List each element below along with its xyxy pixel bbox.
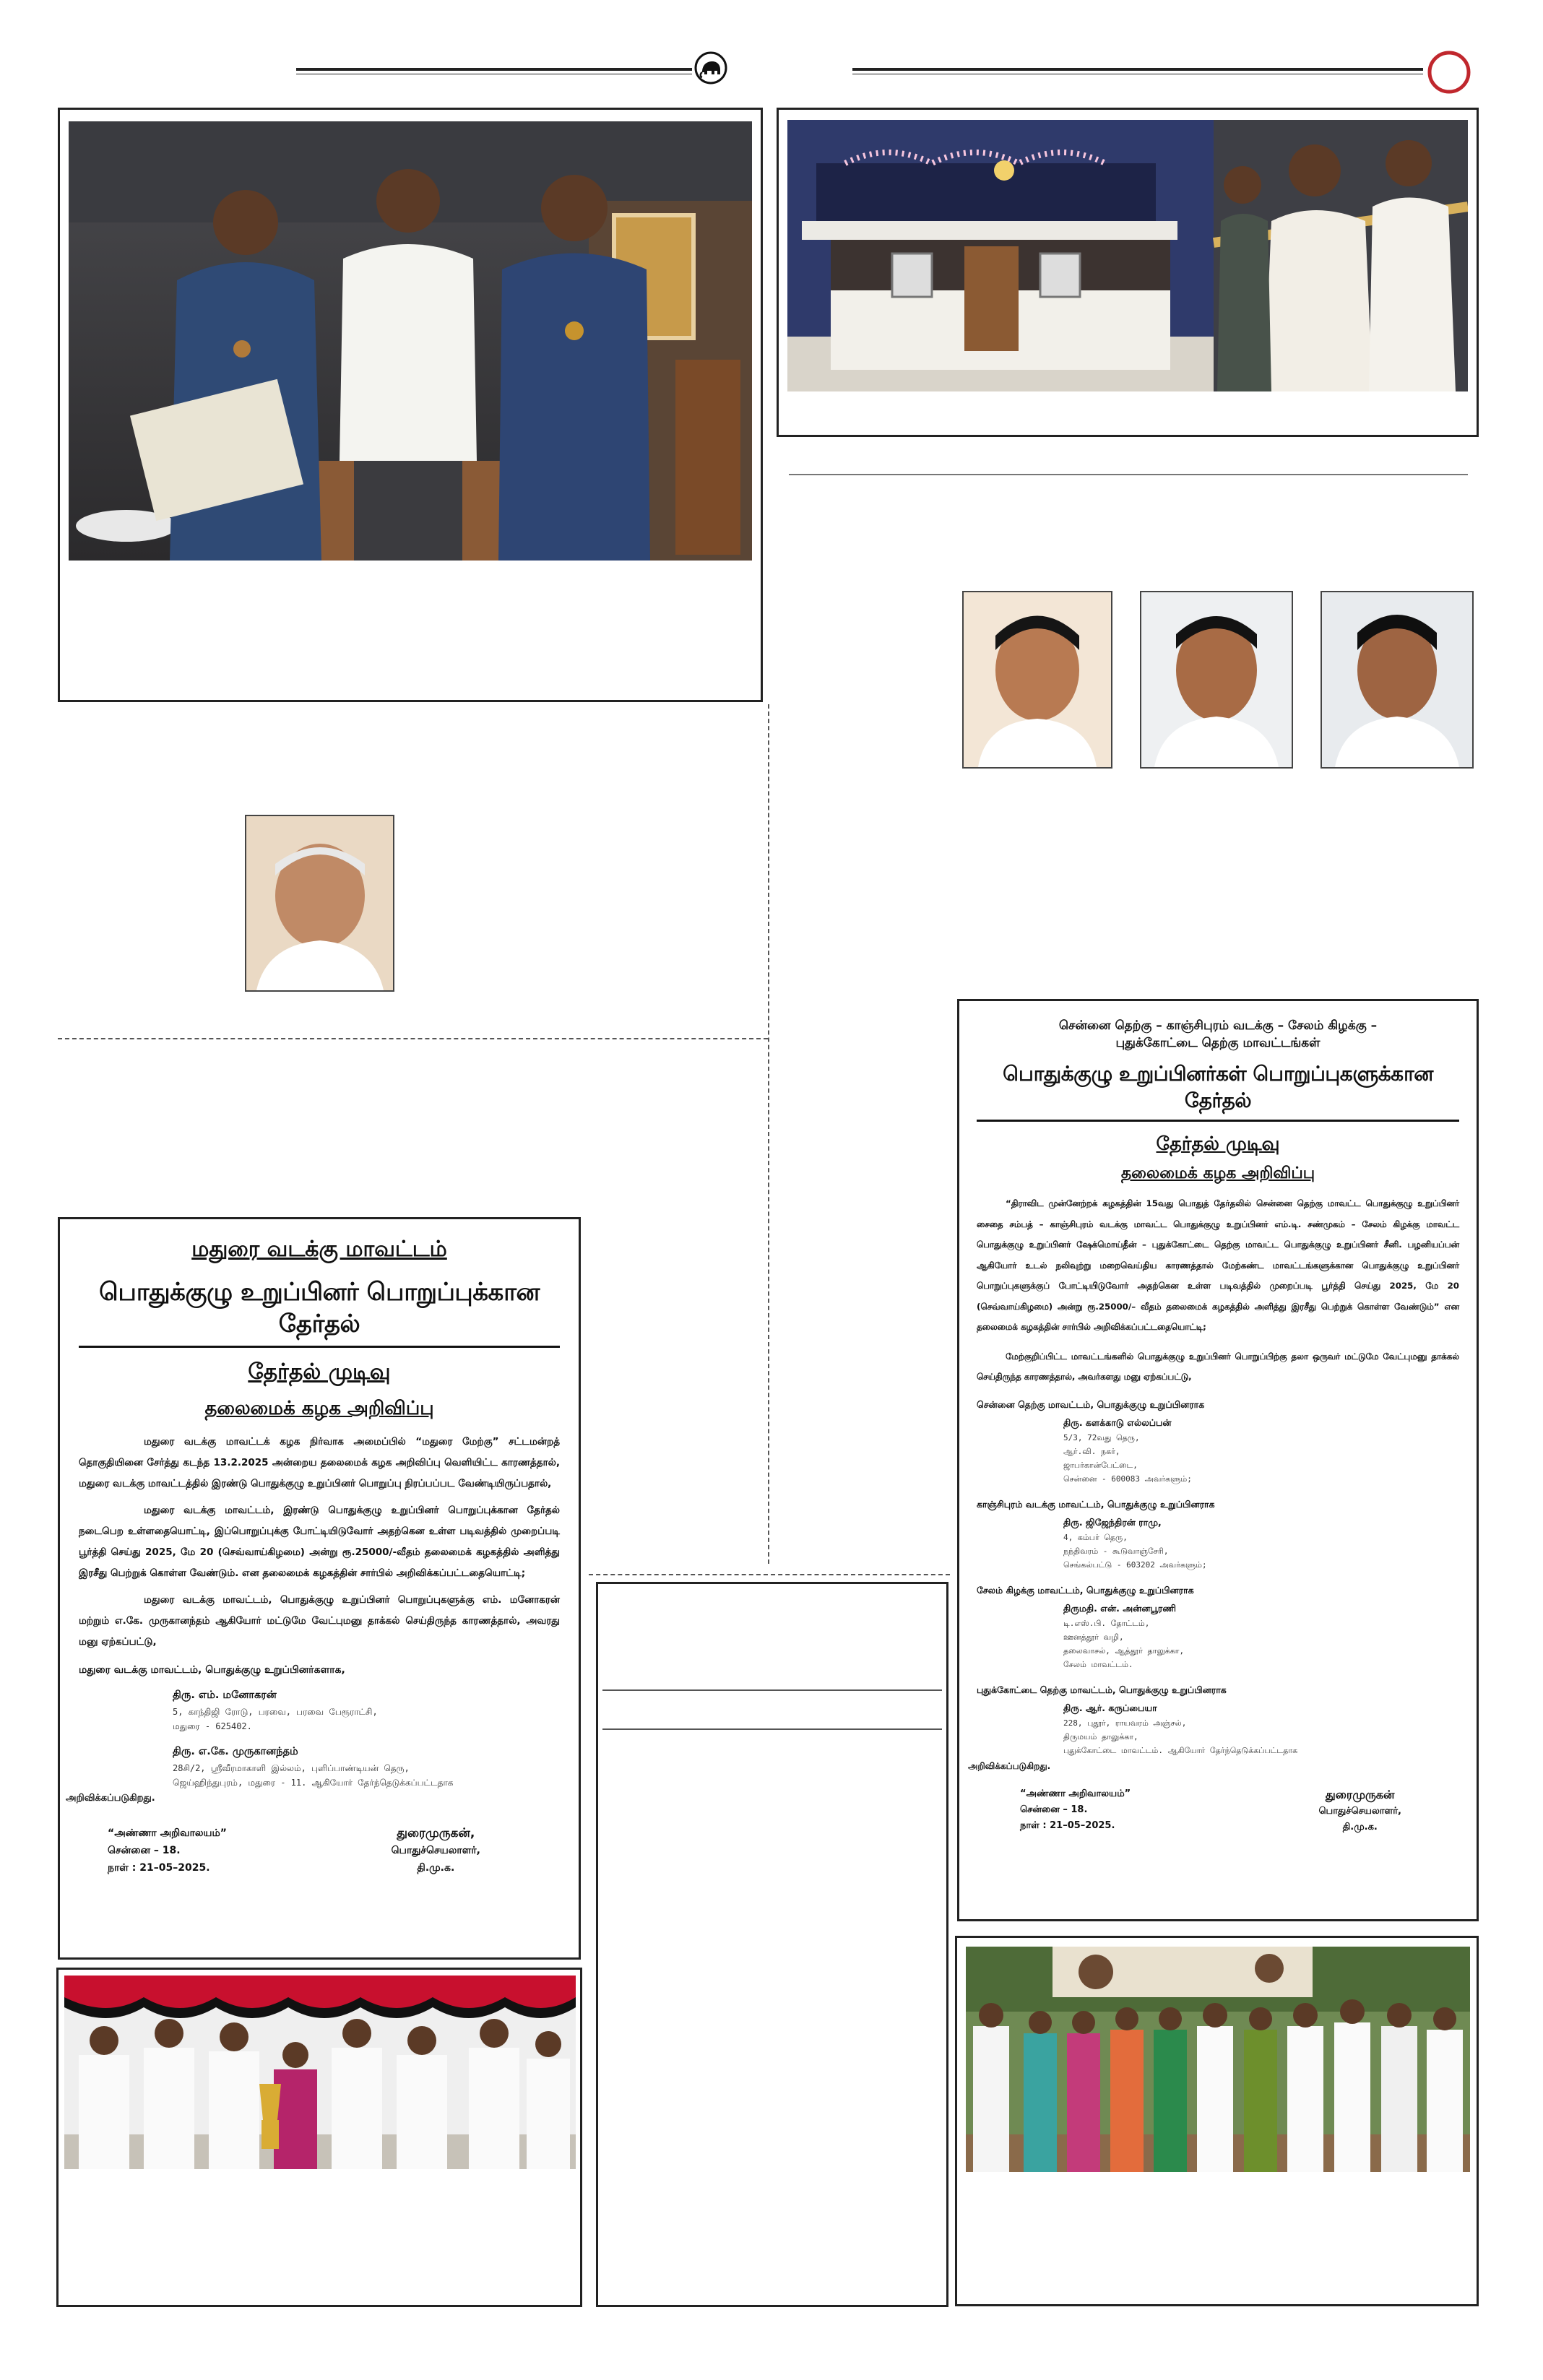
column-divider-dashed: [768, 704, 769, 1564]
notice-designation: பொதுச்செயலாளர்,: [1318, 1805, 1401, 1817]
notice-closing: அறிவிக்கப்படுகிறது.: [968, 1760, 1051, 1771]
masthead-rule-left: [296, 68, 692, 71]
member-address: ஆர்.வி. நகர்,: [1063, 1446, 1120, 1456]
member-name: திரு. ஜிஜேந்திரன் ராமு,: [1063, 1516, 1162, 1528]
member-name: திரு. எம். மனோகரன்: [173, 1689, 277, 1701]
notice-city: சென்னை – 18.: [108, 1845, 181, 1856]
notice-section-label: காஞ்சிபுரம் வடக்கு மாவட்டம், பொதுக்குழு உறுப்பினராக: [977, 1498, 1215, 1510]
notice-signatory: துரைமுருகன்,: [397, 1826, 475, 1840]
portrait-photo-3: [1321, 591, 1474, 769]
notice-section-label: புதுக்கோட்டை தெற்கு மாவட்டம், பொதுக்குழு உறுப்பினராக: [977, 1684, 1227, 1695]
trophy-photo-frame: [56, 1968, 582, 2307]
member-name: திரு. களக்காடு எல்லப்பன்: [1063, 1416, 1172, 1428]
portrait-photo-2: [1140, 591, 1293, 769]
section-divider-dashed-mid: [589, 1574, 950, 1575]
notice-result-title: தேர்தல் முடிவு: [1156, 1133, 1280, 1155]
member-address: செங்கல்பட்டு - 603202 அவர்களும்;: [1063, 1559, 1207, 1570]
portrait-photo-1: [962, 591, 1112, 769]
member-address: ஜெய்ஹிந்துபுரம், மதுரை - 11. ஆகியோர் தேர்ந்தெடுக்கப்பட்டதாக: [173, 1778, 454, 1788]
member-address: நந்திவரம் - கூடுவாஞ்சேரி,: [1063, 1546, 1169, 1556]
masthead-rule-right: [852, 68, 1423, 71]
notice-paragraph: மேற்குறிப்பிட்ட மாவட்டங்களில் பொதுக்குழு உறுப்பினர் பொறுப்பிற்கு தலா ஒருவர் மட்டுமே வேட்புமனு தாக்கல் செய்திருந்த காரணத்தால், அவர்களது மனு ஏற்கப்பட்டு,: [977, 1351, 1459, 1382]
member-address: சென்னை - 600083 அவர்களும்;: [1063, 1474, 1192, 1484]
notice-paragraph: மதுரை வடக்கு மாவட்டக் கழக நிர்வாக அமைப்பில் “மதுரை மேற்கு” சட்டமன்றத் தொகுதியினை சேர்த்து கடந்த 13.2.2025 அன்றைய தலைமைக் கழக அறிவிப்பு வெளியிட்ட காரணத்தால், மதுரை வடக்கு மாவட்டத்தில் இரண்டு பொதுக்குழு உறுப்பினர் பொறுப்பு நிரப்பப்பட வேண்டியிருப்பதால்,: [79, 1436, 560, 1489]
multi-district-election-notice: [957, 999, 1479, 1921]
notice-party: தி.மு.க.: [417, 1862, 455, 1874]
box-divider-line: [602, 1728, 942, 1730]
notice-section-label: சேலம் கிழக்கு மாவட்டம், பொதுக்குழு உறுப்பினராக: [977, 1584, 1194, 1596]
notice-announcement-title: தலைமைக் கழக அறிவிப்பு: [1120, 1164, 1315, 1182]
member-address: 4, கம்பர் தெரு,: [1063, 1532, 1128, 1542]
notice-office: “அண்ணா அறிவாலயம்”: [108, 1827, 227, 1839]
notice-section-label: சென்னை தெற்கு மாவட்டம், பொதுக்குழு உறுப்பினராக: [977, 1398, 1205, 1410]
member-address: ஊனத்தூர் வழி,: [1063, 1632, 1124, 1642]
award-photo-frame: [58, 108, 763, 702]
notice-districts-line: சென்னை தெற்கு – காஞ்சிபுரம் வடக்கு – சேலம் கிழக்கு –: [1058, 1018, 1378, 1033]
notice-date: நாள் : 21–05–2025.: [1020, 1819, 1115, 1831]
group-photo-frame: [955, 1936, 1479, 2306]
notice-office: “அண்ணா அறிவாலயம்”: [1020, 1788, 1131, 1799]
house-photo-frame: [777, 108, 1479, 437]
notice-headline: பொதுக்குழு உறுப்பினர்கள் பொறுப்புகளுக்கான தேர்தல்: [977, 1062, 1459, 1122]
member-address: 5, காந்திஜி ரோடு, பரவை, பரவை பேரூராட்சி,: [173, 1707, 378, 1717]
notice-date: நாள் : 21–05–2025.: [108, 1862, 210, 1874]
notice-signatory: துரைமுருகன்: [1325, 1787, 1395, 1801]
group-event-photo: [966, 1947, 1470, 2172]
notice-districts-line: புதுக்கோட்டை தெற்கு மாவட்டங்கள்: [1115, 1036, 1321, 1050]
house-inauguration-photo: [787, 120, 1468, 391]
madurai-election-notice: [58, 1217, 581, 1960]
box-divider-line: [602, 1689, 942, 1691]
notice-members-label: மதுரை வடக்கு மாவட்டம், பொதுக்குழு உறுப்பினர்களாக,: [79, 1664, 345, 1676]
member-address: திருமயம் தாலுக்கா,: [1063, 1731, 1138, 1741]
member-address: தலைவாசல், ஆத்தூர் தாலுக்கா,: [1063, 1645, 1185, 1656]
notice-paragraph: மதுரை வடக்கு மாவட்டம், பொதுக்குழு உறுப்பினர் பொறுப்புகளுக்கு எம். மனோகரன் மற்றும் எ.கே. முருகானந்தம் ஆகியோர் மட்டுமே வேட்புமனு தாக்கல் செய்திருந்த காரணத்தால், அவரது மனு ஏற்கப்பட்டு,: [79, 1594, 560, 1648]
notice-designation: பொதுச்செயலாளர்,: [391, 1845, 480, 1856]
notice-announcement-title: தலைமைக் கழக அறிவிப்பு: [204, 1398, 434, 1419]
section-divider-dashed-left: [58, 1038, 768, 1039]
member-address: சேலம் மாவட்டம்.: [1063, 1659, 1133, 1669]
notice-party: தி.மு.க.: [1342, 1821, 1378, 1832]
notice-district: மதுரை வடக்கு மாவட்டம்: [191, 1237, 447, 1262]
member-name: திரு. எ.கே. முருகானந்தம்: [173, 1746, 298, 1757]
notice-city: சென்னை – 18.: [1020, 1804, 1088, 1815]
member-address: டி.எஸ்.பி. தோட்டம்,: [1063, 1618, 1150, 1628]
member-name: திருமதி. என். அன்னபூரணி: [1063, 1602, 1176, 1614]
member-address: 5/3, 72வது தெரு,: [1063, 1432, 1140, 1442]
right-column-divider: [789, 474, 1468, 475]
member-address: 228, புதூர், ராயவரம் அஞ்சல்,: [1063, 1718, 1187, 1728]
notice-headline: பொதுக்குழு உறுப்பினர் பொறுப்புக்கான தேர்தல்: [79, 1278, 560, 1348]
notice-result-title: தேர்தல் முடிவு: [248, 1359, 391, 1385]
notice-paragraph: “திராவிட முன்னேற்றக் கழகத்தின் 15வது பொதுத் தேர்தலில் சென்னை தெற்கு மாவட்ட பொதுக்குழு உறுப்பினர் சைதை சம்பத் – காஞ்சிபுரம் வடக்கு மாவட்ட பொதுக்குழு உறுப்பினர் எம்.டி. சண்முகம் – சேலம் கிழக்கு மாவட்ட பொதுக்குழு உறுப்பினர் ஷேக்மொய்தீன் – புதுக்கோட்டை தெற்கு மாவட்ட பொதுக்குழு உறுப்பினர் சீனி. பழனியப்பன் ஆகியோர் உடல் நலிவுற்று மறைவெய்திய காரணத்தால் மேற்கண்ட மாவட்டங்களுக்கான பொதுக்குழு உறுப்பினர் பொறுப்புகளுக்குப் போட்டியிடுவோர் அதற்கென உள்ள படிவத்தில் முறைப்படி பூர்த்தி செய்து 2025, மே 20 (செவ்வாய்கிழமை) அன்று ரூ.25000/– வீதம் தலைமைக் கழகத்தில் அளித்து இரசீது பெற்றுக் கொள்ள வேண்டும்” என தலைமைக் கழகத்தின் சார்பில் அறிவிக்கப்பட்டதையொட்டி;: [977, 1198, 1459, 1332]
notice-paragraph: மதுரை வடக்கு மாவட்டம், இரண்டு பொதுக்குழு உறுப்பினர் பொறுப்புக்கான தேர்தல் நடைபெற உள்ளதையொட்டி, இப்பொறுப்புக்கு போட்டியிடுவோர் அதற்கென உள்ள படிவத்தில் முறைப்படி பூர்த்தி செய்து 2025, மே 20 (செவ்வாய்கிழமை) அன்று ரூ.25000/-வீதம் தலைமைக் கழகத்தில் அளித்து இரசீது பெற்றுக் கொள்ள வேண்டும். என தலைமைக் கழகத்தின் சார்பில் அறிவிக்கப்பட்டதையொட்டி;: [79, 1505, 560, 1579]
member-address: 28சி/2, ஸ்ரீவீரமாகாளி இல்லம், புளிப்பாண்டியன் தெரு,: [173, 1763, 410, 1773]
member-address: புதுக்கோட்டை மாவட்டம். ஆகியோர் தேர்ந்தெடுக்கப்பட்டதாக: [1063, 1745, 1298, 1755]
member-name: திரு. ஆர். கருப்பையா: [1063, 1702, 1157, 1713]
notice-closing: அறிவிக்கப்படுகிறது.: [66, 1793, 155, 1804]
middle-column-box: [596, 1582, 948, 2307]
portrait-photo-left: [245, 815, 394, 992]
trophy-ceremony-photo: [64, 1976, 576, 2169]
red-circle-icon: [1427, 51, 1471, 94]
elephant-emblem-icon: [693, 51, 728, 85]
award-ceremony-photo: [69, 121, 752, 561]
member-address: ஜாபர்கான்பேட்டை,: [1063, 1460, 1138, 1470]
member-address: மதுரை - 625402.: [173, 1721, 252, 1731]
